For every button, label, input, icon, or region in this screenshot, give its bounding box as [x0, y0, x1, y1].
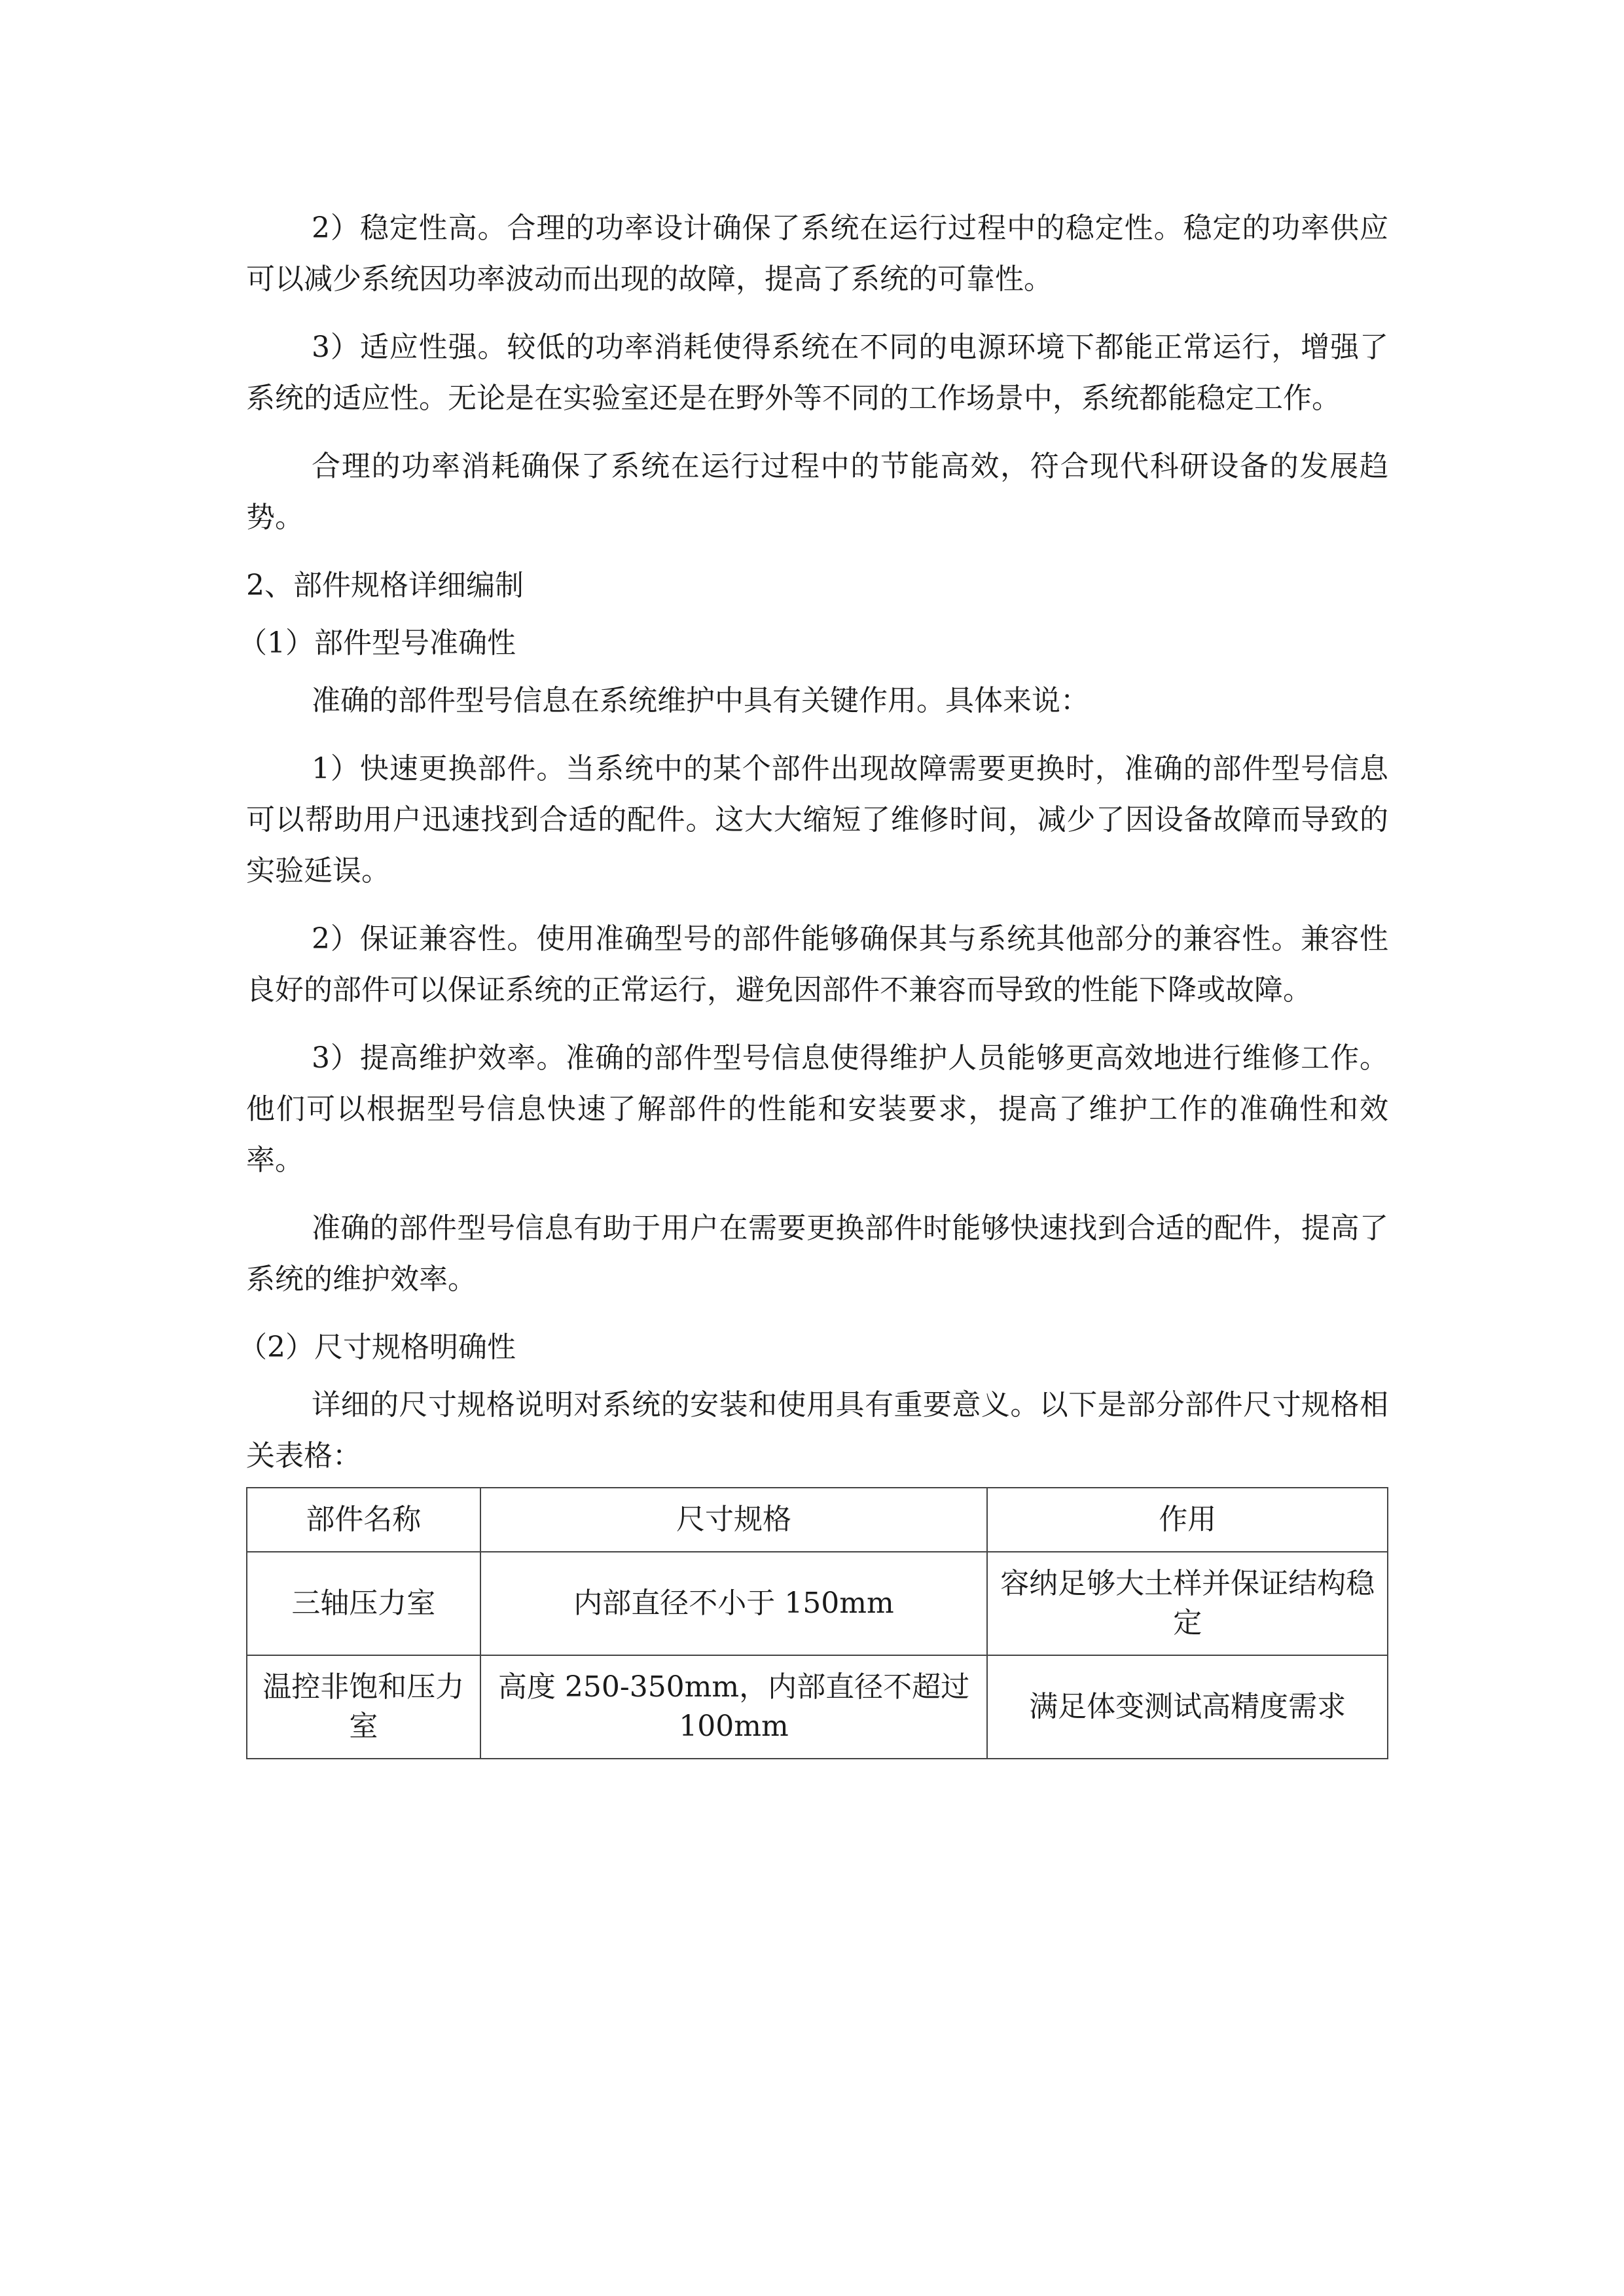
spec-table — [246, 1487, 1388, 1759]
cell-size-spec: 高度 250-350mm，内部直径不超过 100mm — [480, 1655, 988, 1759]
header-size-spec: 尺寸规格 — [480, 1488, 988, 1552]
section-heading: 2、部件规格详细编制 — [246, 569, 524, 602]
paragraph-quick-replace: 1）快速更换部件。当系统中的某个部件出现故障需要更换时，准确的部件型号信息可以帮助用户迅速找到合适的配件。这大大缩短了维修时间，减少了因设备故障而导致的实验延误。 — [246, 752, 1388, 888]
cell-function: 容纳足够大土样并保证结构稳定 — [987, 1552, 1388, 1655]
paragraph-size-intro: 详细的尺寸规格说明对系统的安装和使用具有重要意义。以下是部分部件尺寸规格相关表格： — [246, 1388, 1388, 1473]
cell-part-name: 温控非饱和压力室 — [247, 1655, 480, 1759]
paragraph-adaptability: 3）适应性强。较低的功率消耗使得系统在不同的电源环境下都能正常运行，增强了系统的适应性。无论是在实验室还是在野外等不同的工作场景中，系统都能稳定工作。 — [246, 331, 1388, 415]
cell-function: 满足体变测试高精度需求 — [987, 1655, 1388, 1759]
header-function: 作用 — [987, 1488, 1388, 1552]
paragraph-model-intro: 准确的部件型号信息在系统维护中具有关键作用。具体来说： — [312, 684, 1089, 717]
paragraph-power-summary: 合理的功率消耗确保了系统在运行过程中的节能高效，符合现代科研设备的发展趋势。 — [246, 450, 1388, 534]
cell-size-spec: 内部直径不小于 150mm — [480, 1552, 988, 1655]
subsection-heading-size-spec: （2）尺寸规格明确性 — [238, 1331, 516, 1364]
document-page — [238, 203, 1388, 1759]
paragraph-maintenance-efficiency: 3）提高维护效率。准确的部件型号信息使得维护人员能够更高效地进行维修工作。他们可以根据型号信息快速了解部件的性能和安装要求，提高了维护工作的准确性和效率。 — [246, 1041, 1388, 1177]
subsection-heading-model-accuracy: （1）部件型号准确性 — [238, 626, 516, 660]
table-header-row — [247, 1488, 1388, 1552]
paragraph-compatibility: 2）保证兼容性。使用准确型号的部件能够确保其与系统其他部分的兼容性。兼容性良好的部件可以保证系统的正常运行，避免因部件不兼容而导致的性能下降或故障。 — [246, 922, 1388, 1007]
paragraph-model-summary: 准确的部件型号信息有助于用户在需要更换部件时能够快速找到合适的配件，提高了系统的维护效率。 — [246, 1211, 1388, 1296]
table-row — [247, 1552, 1388, 1655]
table-row — [247, 1655, 1388, 1759]
cell-part-name: 三轴压力室 — [247, 1552, 480, 1655]
paragraph-stability: 2）稳定性高。合理的功率设计确保了系统在运行过程中的稳定性。稳定的功率供应可以减少系统因功率波动而出现的故障，提高了系统的可靠性。 — [246, 211, 1388, 296]
header-part-name: 部件名称 — [247, 1488, 480, 1552]
